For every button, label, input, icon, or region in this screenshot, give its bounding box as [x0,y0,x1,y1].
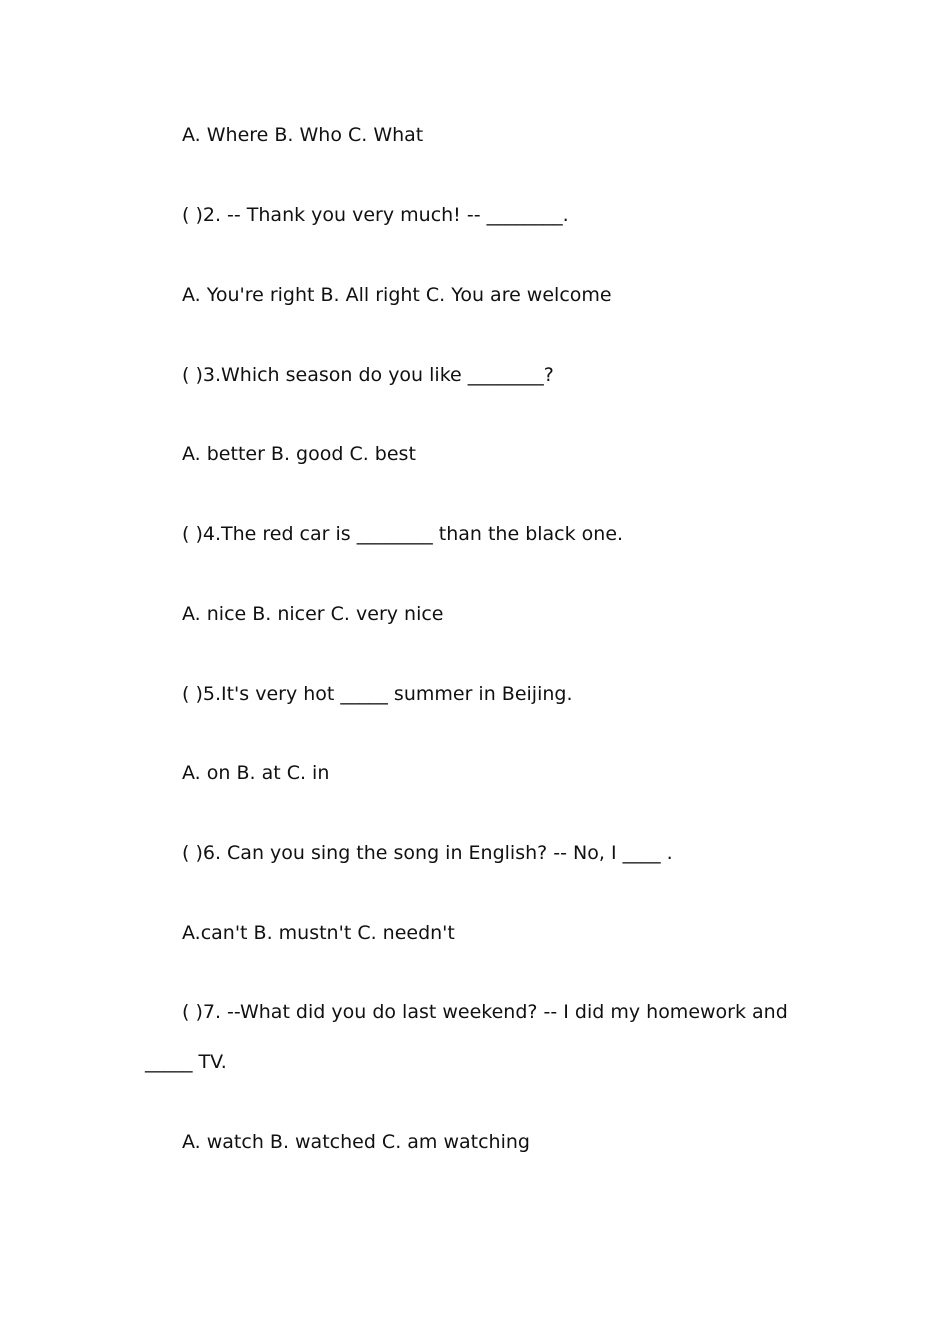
q4-question: ( )4.The red car is ________ than the black one. [182,523,624,545]
q6-options: A.can't B. mustn't C. needn't [182,922,455,944]
q7-question: ( )7. --What did you do last weekend? -- I did my homework and [182,1001,788,1023]
q2-options: A. You're right B. All right C. You are welcome [182,284,612,306]
q5-question: ( )5.It's very hot _____ summer in Beijing. [182,683,573,705]
q4-options: A. nice B. nicer C. very nice [182,603,444,625]
q2-question: ( )2. -- Thank you very much! -- ________. [182,204,569,226]
q5-options: A. on B. at C. in [182,762,330,784]
q1-options: A. Where B. Who C. What [182,124,424,146]
q3-question: ( )3.Which season do you like ________? [182,364,554,386]
q6-question: ( )6. Can you sing the song in English? -- No, I ____ . [182,842,673,864]
q7-options: A. watch B. watched C. am watching [182,1131,530,1153]
q7-question-continued: _____ TV. [145,1051,227,1073]
q3-options: A. better B. good C. best [182,443,416,465]
